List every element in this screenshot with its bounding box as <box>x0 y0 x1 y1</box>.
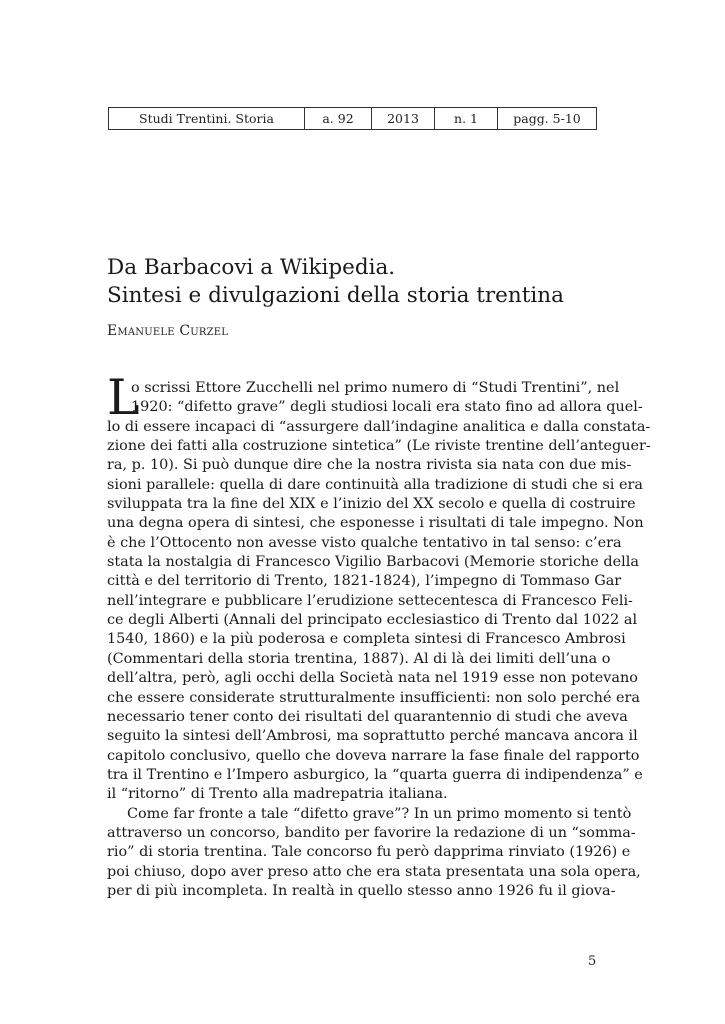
text-line: città e del territorio di Trento, 1821-1824), l’impegno di Tommaso Gar <box>107 573 622 590</box>
text-line: rio” di storia trentina. Tale concorso fu però dapprima rinviato (1926) e <box>107 844 631 861</box>
text-line: lo di essere incapaci di “assurgere dall’indagine analitica e dalla constata- <box>107 418 651 435</box>
pages-cell: pagg. 5-10 <box>498 108 597 130</box>
text-line: ce degli Alberti (Annali del principato ecclesiastico di Trento dal 1022 al <box>107 612 638 629</box>
text-line: sioni parallele: quella di dare continuità alla tradizione di studi che si era <box>107 476 643 493</box>
paragraph <box>107 379 651 805</box>
text-line: il “ritorno” di Trento alla madrepatria italiana. <box>107 786 448 803</box>
text-line: tra il Trentino e l’Impero asburgico, la “quarta guerra di indipendenza” e <box>107 766 643 783</box>
text-line: o scrissi Ettore Zucchelli nel primo numero di “Studi Trentini”, nel <box>131 380 620 396</box>
text-line: capitolo conclusivo, quello che doveva narrare la fase finale del rapporto <box>107 747 640 764</box>
text-line: nell’integrare e pubblicare l’erudizione settecentesca di Francesco Feli- <box>107 592 633 609</box>
text-line: sviluppata tra la fine del XIX e l’inizio del XX secolo e quella di costruire <box>107 496 636 513</box>
text-line: per di più incompleta. In realtà in quello stesso anno 1926 fu il giova- <box>107 882 616 899</box>
text-line: dell’altra, però, agli occhi della Società nata nel 1919 esse non potevano <box>107 670 638 687</box>
article-title <box>107 254 607 310</box>
text-line: 1920: “difetto grave” degli studiosi locali era stato fino ad allora quel- <box>131 399 643 416</box>
text-line: attraverso un concorso, bandito per favorire la redazione di un “somma- <box>107 824 636 841</box>
journal-name-cell: Studi Trentini. Storia <box>109 108 305 130</box>
title-line-2: Sintesi e divulgazioni della storia trentina <box>107 283 564 308</box>
text-line: (Commentari della storia trentina, 1887). Al di là dei limiti dell’una o <box>107 650 611 667</box>
text-line: stata la nostalgia di Francesco Vigilio Barbacovi (Memorie storiche della <box>107 554 639 571</box>
paragraph <box>107 805 641 902</box>
text-line: è che l’Ottocento non avesse visto qualche tentativo in tal senso: c’era <box>107 534 622 551</box>
text-line: seguito la sintesi dell’Ambrosi, ma soprattutto perché mancava ancora il <box>107 728 638 745</box>
text-line: ra, p. 10). Si può dunque dire che la nostra rivista sia nata con due mis- <box>107 457 632 474</box>
text-line: zione dei fatti alla costruzione sintetica” (Le riviste trentine dell’anteguer- <box>107 438 651 455</box>
issue-cell: n. 1 <box>435 108 498 130</box>
running-header-table <box>108 107 597 130</box>
text-line: 1540, 1860) e la più poderosa e completa sintesi di Francesco Ambrosi <box>107 631 626 648</box>
running-header-row <box>109 108 597 130</box>
text-line: necessario tener conto dei risultati del quarantennio di studi che aveva <box>107 708 628 725</box>
text-line: che essere considerate strutturalmente insufficienti: non solo perché era <box>107 689 641 706</box>
article-body <box>107 379 651 901</box>
author-name: Emanuele Curzel <box>107 323 229 339</box>
title-line-1: Da Barbacovi a Wikipedia. <box>107 255 396 280</box>
page-number: 5 <box>588 954 597 969</box>
text-line: poi chiuso, dopo aver preso atto che era stata presentata una sola opera, <box>107 863 641 880</box>
text-line: Come far fronte a tale “difetto grave”? In un primo momento si tentò <box>127 805 632 822</box>
text-line: una degna opera di sintesi, che esponesse i risultati di tale impegno. Non <box>107 515 644 532</box>
drop-cap: L <box>107 369 140 426</box>
volume-cell: a. 92 <box>305 108 372 130</box>
year-cell: 2013 <box>372 108 435 130</box>
